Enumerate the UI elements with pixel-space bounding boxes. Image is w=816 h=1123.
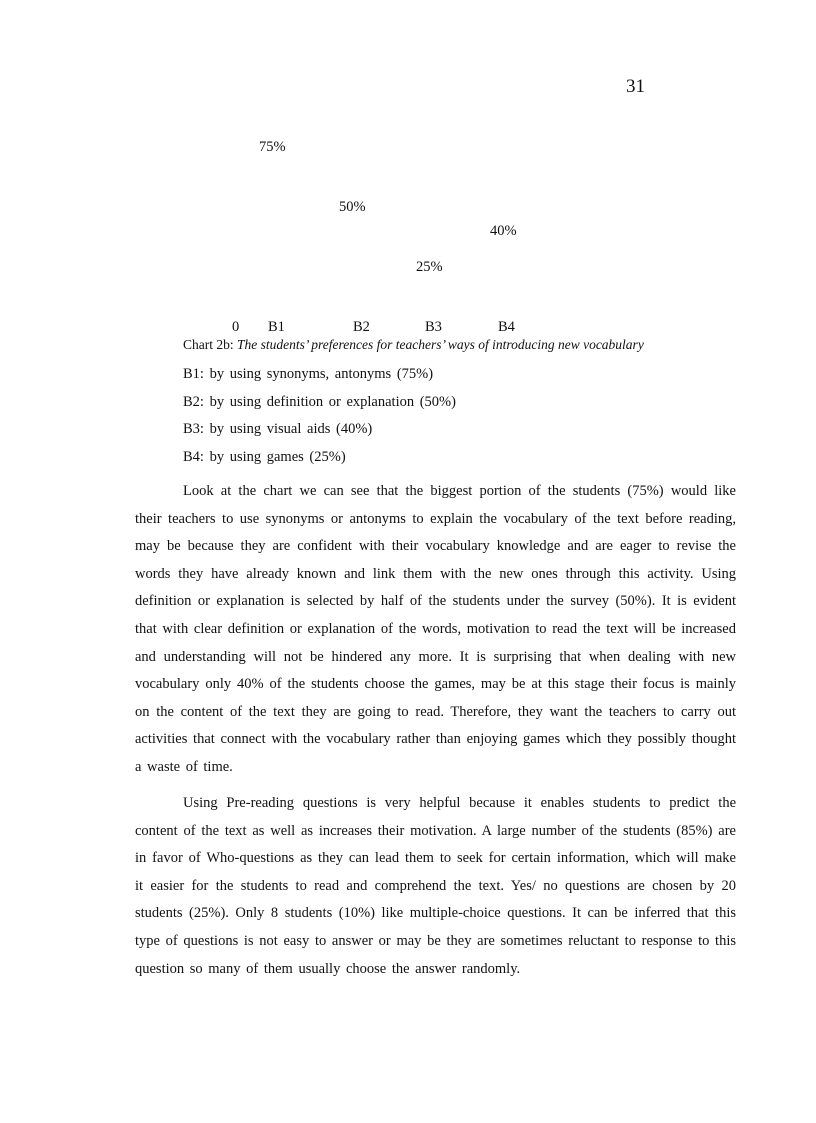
legend-item-b4: B4: by using games (25%) (183, 449, 346, 465)
x-tick-label-b2: B2 (353, 319, 370, 335)
x-tick-label-b1: B1 (268, 319, 285, 335)
data-label-b3: 40% (490, 223, 517, 239)
legend-item-b2: B2: by using definition or explanation (50%) (183, 394, 456, 410)
x-tick-label-b4: B4 (498, 319, 515, 335)
legend-item-b1: B1: by using synonyms, antonyms (75%) (183, 366, 434, 382)
x-tick-label-b3: B3 (425, 319, 442, 335)
body-paragraph-1: Look at the chart we can see that the biggest portion of the students (75%) would like their teachers to use synonyms or antonyms to explain the vocabulary of the text before reading, may be because they are confident with their vocabulary knowledge and are eager to revise the words they have already known and link them with the new ones through this activity. Using definition or explanation is selected by half of the students under the survey (50%). It is evident that with clear definition or explanation of the words, motivation to read the text will be increased and understanding will not be hindered any more. It is surprising that when dealing with new vocabulary only 40% of the students choose the games, may be at this stage their focus is mainly on the content of the text they are going to read. Therefore, they want the teachers to carry out activities that connect with the vocabulary rather than enjoying games which they possibly thought a waste of time. (135, 483, 736, 775)
caption-title: The students’ preferences for teachers’ ways of introducing new vocabulary (237, 337, 644, 352)
page-number: 31 (626, 76, 645, 97)
legend-item-b3: B3: by using visual aids (40%) (183, 421, 373, 437)
data-label-b2: 50% (339, 199, 366, 215)
chart-origin-label: 0 (232, 319, 240, 335)
body-paragraph-2: Using Pre-reading questions is very helpful because it enables students to predict the content of the text as well as increases their motivation. A large number of the students (85%) are in favor of Who-questions as they can lead them to seek for certain information, which will make it easier for the students to read and comprehend the text. Yes/ no questions are chosen by 20 students (25%). Only 8 students (10%) like multiple-choice questions. It can be inferred that this type of questions is not easy to answer or may be they are sometimes reluctant to response to this question so many of them usually choose the answer randomly. (135, 795, 736, 977)
chart-caption (183, 337, 644, 353)
data-label-b1: 75% (259, 139, 286, 155)
caption-prefix: Chart 2b: (183, 337, 237, 352)
data-label-b4: 25% (416, 259, 443, 275)
